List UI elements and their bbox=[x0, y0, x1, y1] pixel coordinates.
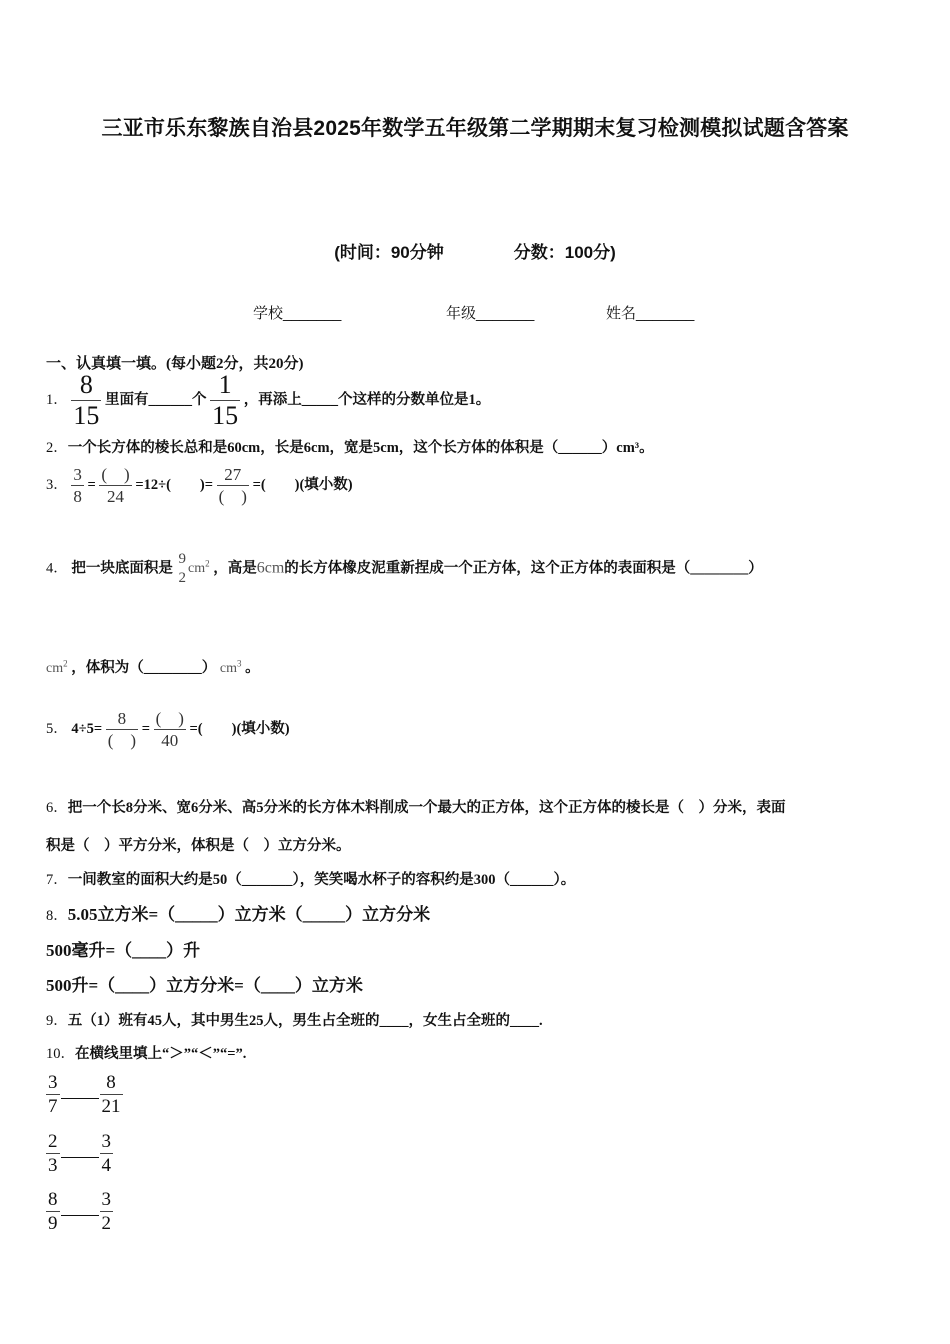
fraction: $\frac{8}{( )}$ bbox=[107, 709, 137, 750]
question-number: 7． bbox=[46, 872, 68, 888]
question-6 bbox=[46, 796, 786, 817]
question-number: 4． bbox=[46, 560, 68, 577]
unit: $cm^2$ bbox=[46, 658, 68, 676]
answer-blank[interactable] bbox=[61, 1157, 99, 1158]
question-number: 9． bbox=[46, 1013, 68, 1029]
question-number: 3． bbox=[46, 476, 68, 493]
question-text: = bbox=[141, 720, 150, 737]
question-text: ，高是 bbox=[213, 560, 257, 577]
question-number: 1． bbox=[46, 391, 68, 408]
question-6-cont: 积是（ ）平方分米，体积是（ ）立方分米。 bbox=[46, 838, 351, 854]
question-8-line2: 500毫升=（____）升 bbox=[46, 941, 201, 960]
section-heading: 一、认真填一填。(每小题2分，共20分) bbox=[46, 356, 304, 372]
question-9 bbox=[46, 1009, 543, 1030]
question-text: =( )(填小数) bbox=[189, 720, 290, 737]
compare-item bbox=[46, 1073, 123, 1116]
grade-field[interactable]: 年级_______ bbox=[446, 305, 535, 322]
fraction: 9 2 bbox=[178, 551, 186, 586]
fraction: $\frac{8}{21}$ bbox=[101, 1072, 121, 1117]
fraction: $\frac{2}{3}$ bbox=[48, 1131, 58, 1176]
question-10 bbox=[46, 1042, 246, 1063]
question-text: ，体积为（________） bbox=[71, 660, 217, 676]
question-text: 5.05立方米=（_____）立方米（_____）立方分米 bbox=[67, 905, 431, 924]
fraction: $\frac{3}{8}$ bbox=[73, 465, 82, 506]
question-5 bbox=[46, 710, 290, 749]
question-4 bbox=[46, 552, 763, 586]
page-title: 三亚市乐东黎族自治县2025年数学五年级第二学期期末复习检测模拟试题含答案 bbox=[101, 117, 849, 140]
question-text: =( )(填小数) bbox=[252, 476, 353, 493]
question-2 bbox=[46, 436, 654, 457]
question-text: = bbox=[87, 476, 96, 493]
compare-item bbox=[46, 1132, 113, 1175]
compare-item bbox=[46, 1190, 113, 1233]
fraction: $\frac{3}{7}$ bbox=[48, 1072, 58, 1117]
fraction: $\frac{8}{15}$ bbox=[73, 370, 100, 430]
question-8-line3: 500升=（____）立方分米=（____）立方米 bbox=[46, 976, 363, 995]
question-1 bbox=[46, 372, 490, 429]
question-8 bbox=[46, 900, 430, 925]
fraction: $\frac{3}{2}$ bbox=[101, 1189, 111, 1234]
question-text: 把一块底面积是 bbox=[71, 560, 173, 577]
question-number: 6． bbox=[46, 800, 68, 816]
answer-blank[interactable] bbox=[61, 1215, 99, 1216]
question-text: 的长方体橡皮泥重新捏成一个正方体，这个正方体的表面积是（________） bbox=[284, 560, 763, 577]
question-text: =12÷( )= bbox=[135, 476, 213, 493]
exam-meta bbox=[0, 238, 950, 263]
question-text: 4÷5= bbox=[71, 720, 103, 737]
question-text: 。 bbox=[245, 660, 260, 676]
question-7 bbox=[46, 868, 575, 889]
question-number: 5． bbox=[46, 720, 68, 737]
time-label: (时间：90分钟 bbox=[334, 243, 444, 262]
height-value: 6cm bbox=[256, 559, 285, 577]
question-text: ，再添上_____个这样的分数单位是1。 bbox=[243, 391, 491, 408]
score-label: 分数：100分) bbox=[513, 243, 616, 262]
question-text: 一个长方体的棱长总和是60cm，长是6cm，宽是5cm，这个长方体的体积是（______）cm³。 bbox=[67, 440, 654, 456]
fraction: $\frac{1}{15}$ bbox=[212, 370, 239, 430]
question-text: 把一个长8分米、宽6分米、高5分米的长方体木料削成一个最大的正方体，这个正方体的棱长是（ ）分米，表面 bbox=[67, 800, 786, 816]
fraction: $\frac{3}{4}$ bbox=[101, 1131, 111, 1176]
question-text: 五（1）班有45人，其中男生25人，男生占全班的____，女生占全班的____. bbox=[67, 1013, 543, 1029]
unit: $cm^3$ bbox=[219, 658, 242, 676]
question-text: 在横线里填上“＞”“＜”“=”. bbox=[75, 1046, 247, 1062]
question-4-cont bbox=[46, 656, 260, 677]
fraction: $\frac{27}{( )}$ bbox=[218, 465, 247, 506]
fraction: $\frac{( )}{24}$ bbox=[101, 465, 130, 506]
question-text: 里面有______个 bbox=[105, 391, 207, 408]
fraction: $\frac{( )}{40}$ bbox=[155, 709, 184, 750]
question-number: 2． bbox=[46, 440, 68, 456]
question-number: 8． bbox=[46, 908, 68, 924]
question-number: 10． bbox=[46, 1046, 75, 1062]
answer-blank[interactable] bbox=[61, 1098, 99, 1099]
question-3 bbox=[46, 466, 353, 505]
question-text: 一间教室的面积大约是50（_______），笑笑喝水杯子的容积约是300（______）。 bbox=[67, 872, 576, 888]
name-field[interactable]: 姓名_______ bbox=[606, 305, 695, 322]
school-field[interactable]: 学校_______ bbox=[253, 305, 342, 322]
unit: $cm^2$ bbox=[188, 558, 210, 577]
fraction: $\frac{8}{9}$ bbox=[48, 1189, 58, 1234]
